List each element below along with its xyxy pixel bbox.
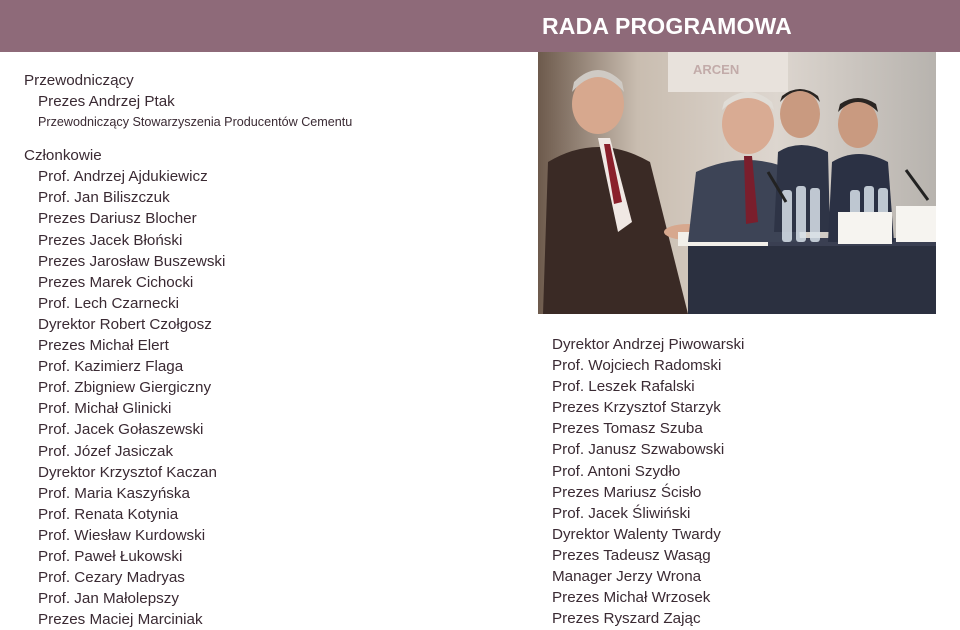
page-title: RADA PROGRAMOWA (541, 13, 792, 39)
member-name: Prezes Michał Wrzosek (552, 589, 711, 607)
member-name: Prof. Wiesław Kurdowski (38, 526, 206, 544)
member-name: Prof. Józef Jasiczak (38, 442, 174, 460)
member-name: Prof. Jan Biliszczuk (38, 189, 170, 207)
member-name: Manager Jerzy Wrona (552, 568, 702, 586)
member-name: Prezes Ryszard Zając (552, 610, 701, 628)
member-name: Prof. Antoni Szydło (552, 462, 681, 480)
member-name: Prezes Jarosław Buszewski (38, 252, 226, 270)
left-column (24, 70, 352, 630)
member-name: Prof. Jacek Śliwiński (552, 504, 691, 522)
member-name: Prof. Janusz Szwabowski (552, 441, 725, 459)
member-name: Prof. Lech Czarnecki (38, 294, 179, 312)
member-name: Prof. Kazimierz Flaga (38, 358, 184, 376)
member-name: Prof. Paweł Łukowski (38, 547, 183, 565)
member-name: Prof. Renata Kotynia (38, 505, 179, 523)
member-name: Prezes Mariusz Ścisło (552, 483, 702, 501)
member-name: Prof. Maria Kaszyńska (38, 484, 190, 502)
member-name: Prezes Michał Elert (38, 337, 169, 355)
chair-name: Prezes Andrzej Ptak (38, 93, 175, 111)
member-name: Dyrektor Andrzej Piwowarski (552, 336, 745, 353)
chair-label: Przewodniczący (24, 72, 134, 89)
member-name: Prof. Leszek Rafalski (552, 378, 695, 396)
member-name: Prof. Michał Glinicki (38, 400, 172, 418)
member-name: Prezes Marek Cichocki (38, 273, 194, 291)
member-name: Prezes Dariusz Blocher (38, 210, 197, 228)
member-name: Prof. Andrzej Ajdukiewicz (38, 168, 208, 186)
conference-panel-photo-icon (538, 52, 936, 314)
member-name: Prof. Jacek Gołaszewski (38, 421, 204, 439)
members-label: Członkowie (24, 147, 102, 165)
member-name: Prezes Maciej Marciniak (38, 611, 203, 629)
member-name: Prof. Wojciech Radomski (552, 357, 722, 375)
member-name: Prezes Krzysztof Starzyk (552, 399, 721, 417)
spacer (24, 132, 352, 145)
member-name: Prezes Tomasz Szuba (552, 420, 703, 438)
member-name: Dyrektor Walenty Twardy (552, 525, 721, 543)
members-list-left (24, 166, 352, 630)
member-name: Prezes Jacek Błoński (38, 231, 183, 249)
members-list-right (552, 334, 744, 629)
member-name: Dyrektor Krzysztof Kaczan (38, 463, 217, 481)
member-name: Prof. Zbigniew Giergiczny (38, 379, 212, 397)
member-name: Dyrektor Robert Czołgosz (38, 315, 212, 333)
chair-role: Przewodniczący Stowarzyszenia Producentów Cementu (38, 115, 353, 130)
member-name: Prof. Cezary Madryas (38, 569, 185, 587)
header-bar (0, 0, 960, 52)
member-name: Prezes Tadeusz Wasąg (552, 546, 711, 564)
conference-photo (538, 52, 936, 314)
svg-text:ARCEN: ARCEN (693, 62, 740, 77)
member-name: Prof. Jan Małolepszy (38, 590, 179, 608)
